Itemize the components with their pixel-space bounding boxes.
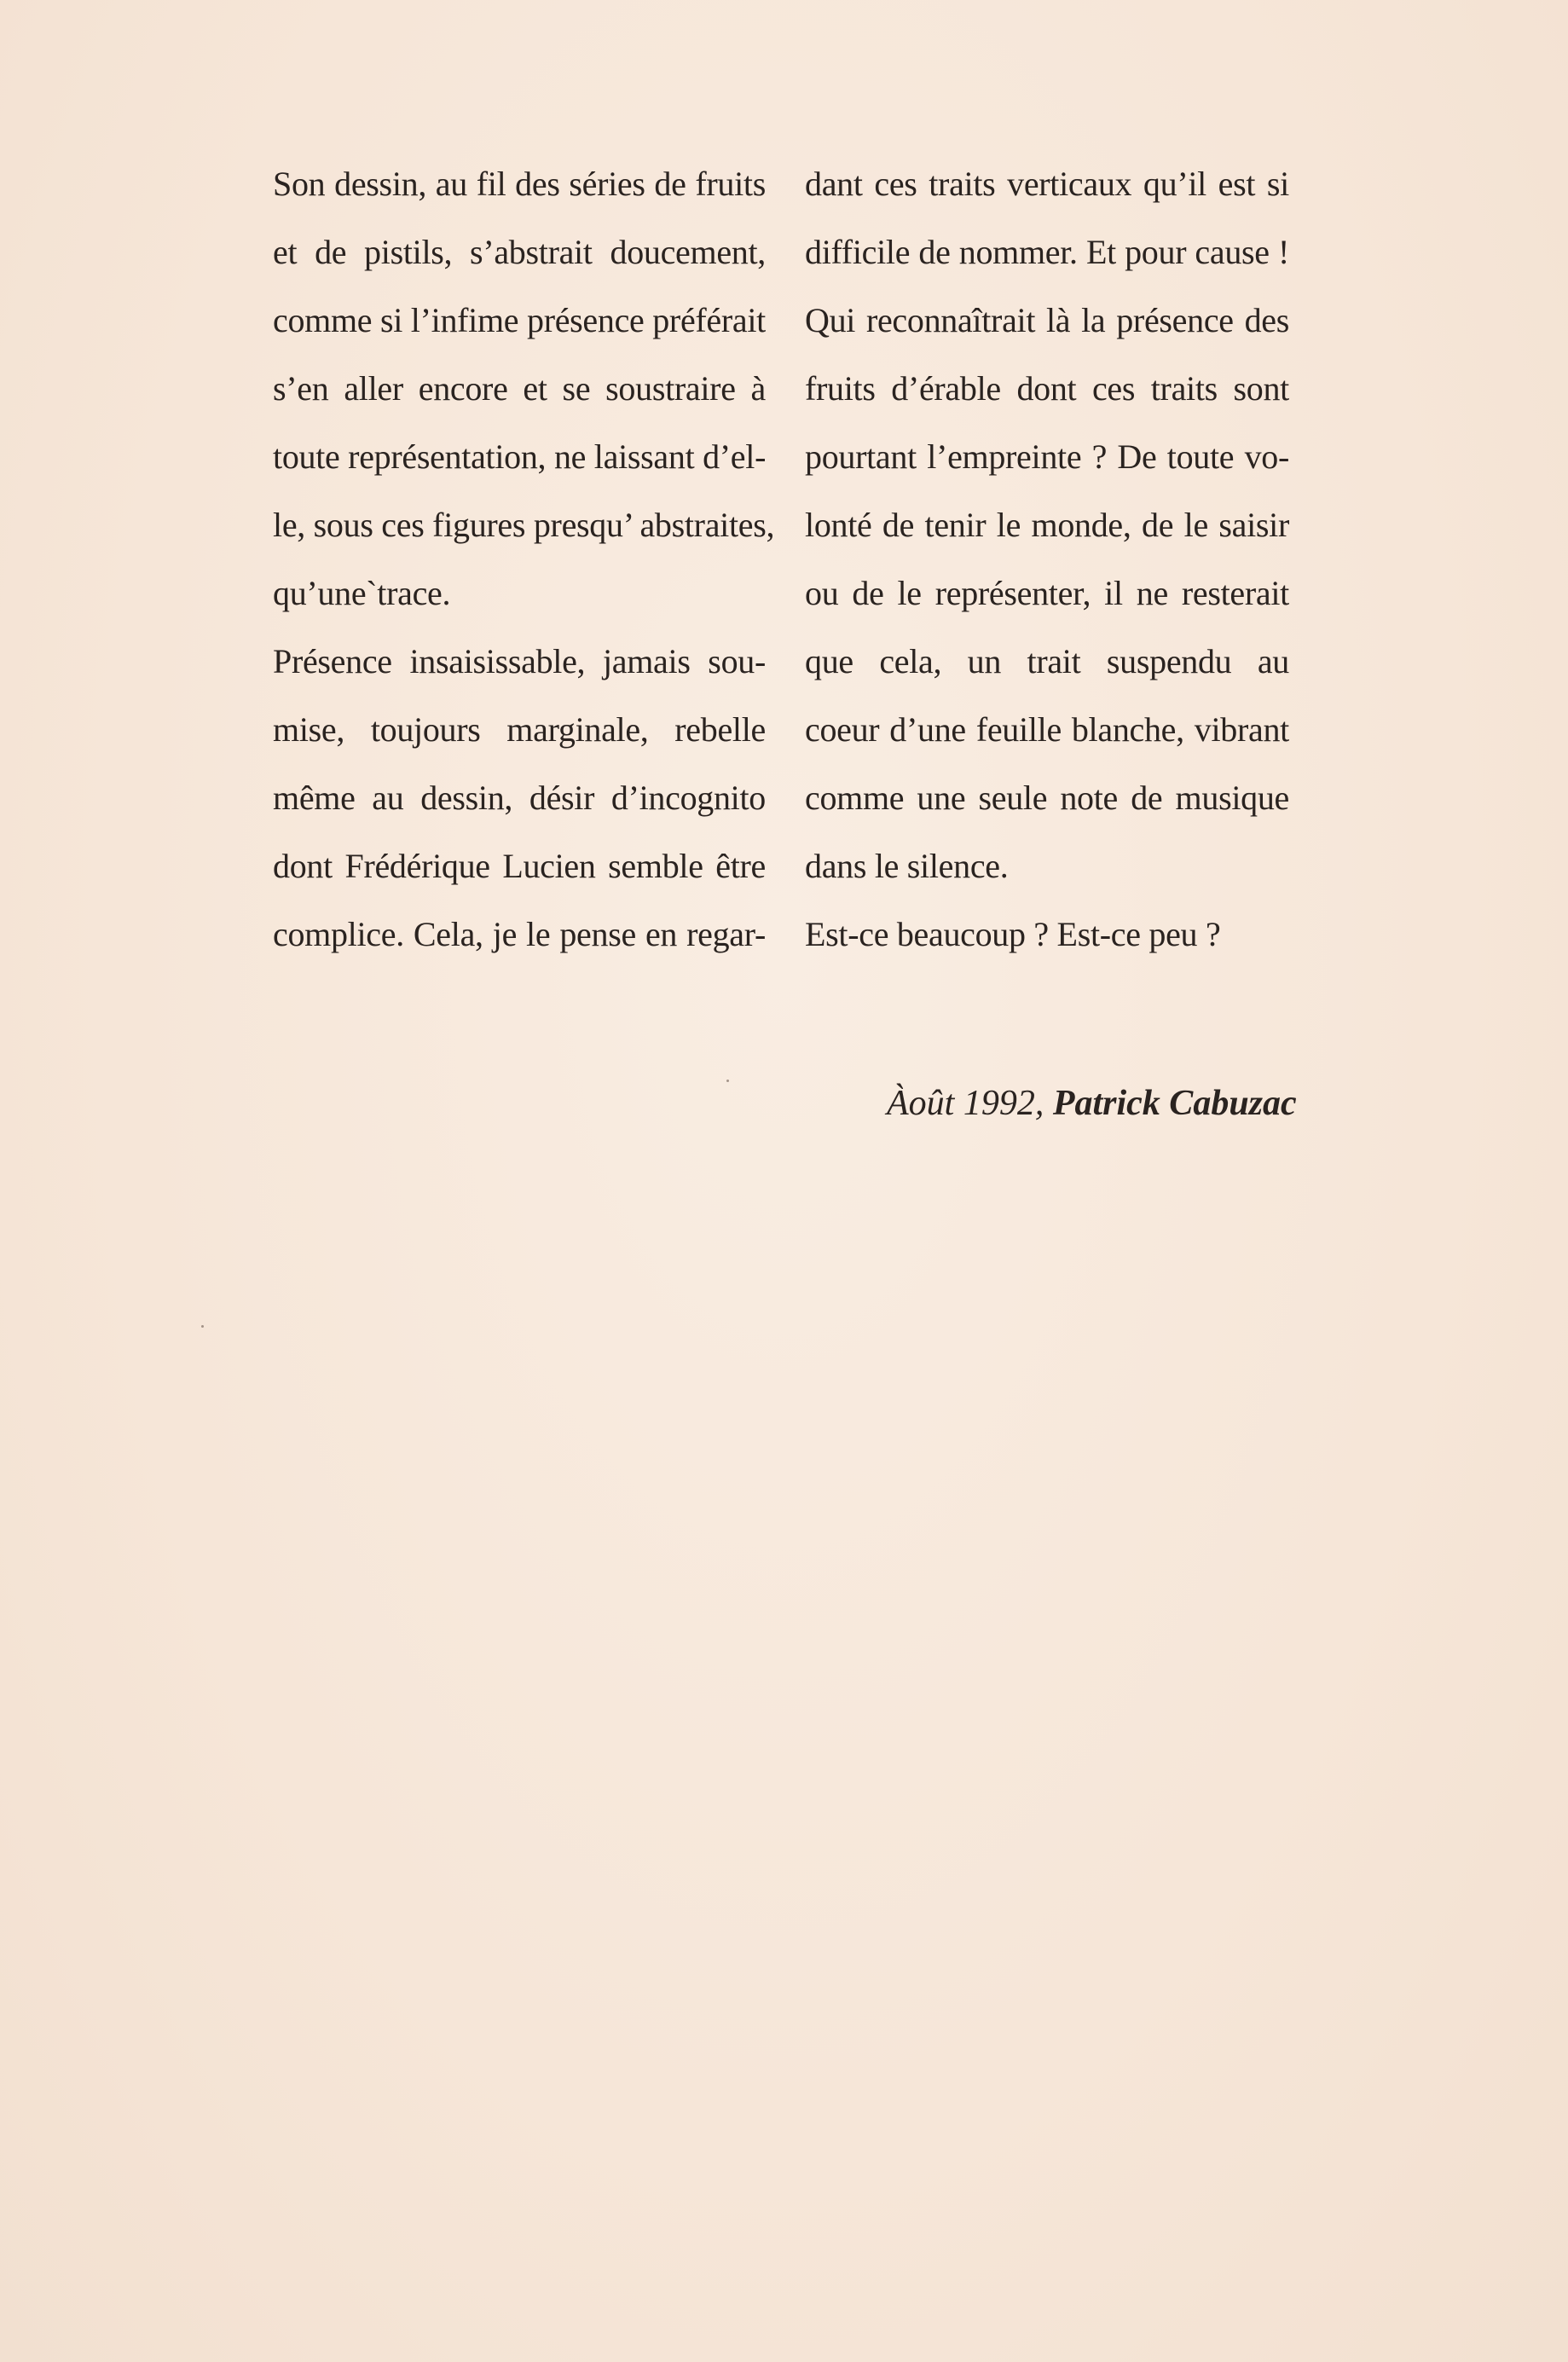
text-line: que cela, un trait suspendu au bbox=[805, 642, 1289, 680]
text-line: dant ces traits verticaux qu’il est si bbox=[805, 165, 1289, 203]
text-line: même au dessin, désir d’incognito bbox=[273, 779, 766, 817]
text-line: comme une seule note de musique bbox=[805, 779, 1289, 817]
text-line: complice. Cela, je le pense en regar- bbox=[273, 915, 766, 953]
text-line: Qui reconnaîtrait là la présence des bbox=[805, 301, 1289, 339]
text-line: Son dessin, au fil des séries de fruits bbox=[273, 165, 766, 203]
text-line: pourtant l’empreinte ? De toute vo- bbox=[805, 437, 1289, 476]
left-text-column bbox=[273, 150, 775, 969]
text-line: Est-ce beaucoup ? Est-ce peu ? bbox=[805, 915, 1221, 953]
text-line: et de pistils, s’abstrait doucement, bbox=[273, 233, 766, 271]
text-line: Présence insaisissable, jamais sou- bbox=[273, 642, 766, 680]
text-line: fruits d’érable dont ces traits sont bbox=[805, 369, 1289, 408]
text-line: ou de le représenter, il ne resterait bbox=[805, 574, 1289, 612]
text-line: le, sous ces figures presqu’ abstraites, bbox=[273, 506, 775, 544]
paper-speck bbox=[201, 1325, 204, 1328]
text-line: toute représentation, ne laissant d’el- bbox=[273, 437, 767, 476]
text-line: qu’une`trace. bbox=[273, 574, 451, 612]
text-line: dans le silence. bbox=[805, 847, 1009, 885]
right-text-column bbox=[805, 150, 1289, 969]
signature-date: Àoût 1992, bbox=[887, 1084, 1044, 1123]
text-line: s’en aller encore et se soustraire à bbox=[273, 369, 766, 408]
text-line: comme si l’infime présence préférait bbox=[273, 301, 766, 339]
text-line: dont Frédérique Lucien semble être bbox=[273, 847, 766, 885]
text-line: lonté de tenir le monde, de le saisir bbox=[805, 506, 1289, 544]
text-line: difficile de nommer. Et pour cause ! bbox=[805, 233, 1289, 271]
signature-author: Patrick Cabuzac bbox=[1052, 1084, 1297, 1123]
text-line: coeur d’une feuille blanche, vibrant bbox=[805, 710, 1289, 749]
paper-speck bbox=[726, 1080, 729, 1082]
text-line: mise, toujours marginale, rebelle bbox=[273, 710, 766, 749]
signature bbox=[887, 1078, 1297, 1129]
